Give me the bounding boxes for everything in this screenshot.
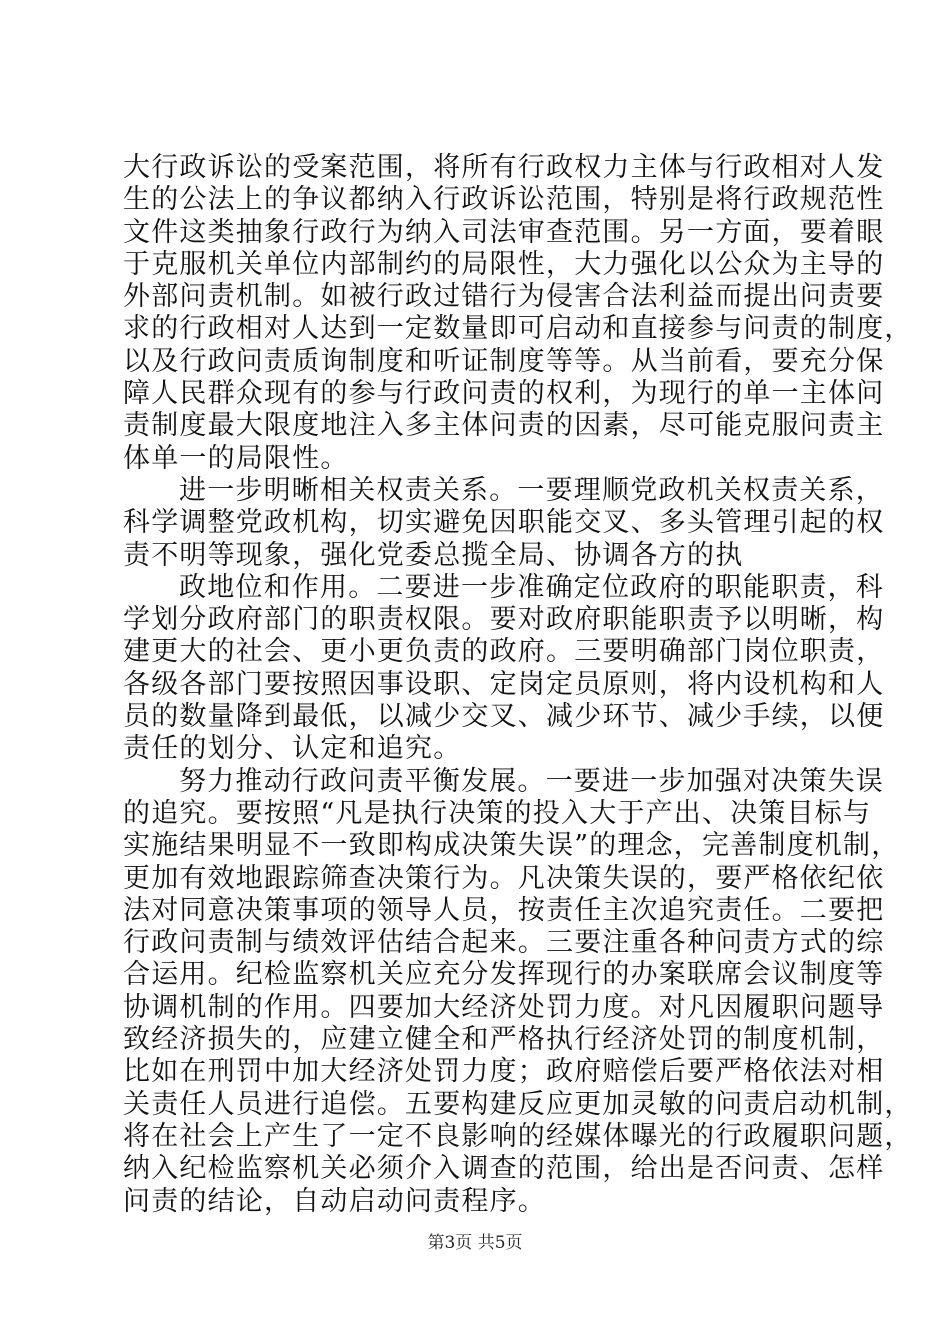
text-line: 进一步明晰相关权责关系。一要理顺党政机关权责关系，: [179, 474, 884, 506]
text-line: 于克服机关单位内部制约的局限性，大力强化以公众为主导的: [123, 248, 885, 280]
text-line: 合运用。纪检监察机关应充分发挥现行的办案联席会议制度等: [123, 959, 885, 991]
text-line: 责制度最大限度地注入多主体问责的因素，尽可能克服问责主: [123, 410, 885, 442]
page-footer: 第3页 共5页: [427, 1233, 523, 1253]
text-line: 生的公法上的争议都纳入行政诉讼范围，特别是将行政规范性: [123, 184, 885, 216]
text-line: 致经济损失的，应建立健全和严格执行经济处罚的制度机制，: [123, 1024, 885, 1056]
text-line: 体单一的局限性。: [123, 442, 349, 474]
paragraph: [123, 571, 885, 766]
text-line: 责不明等现象，强化党委总揽全局、协调各方的执: [123, 539, 744, 571]
text-line: 协调机制的作用。四要加大经济处罚力度。对凡因履职问题导: [123, 991, 885, 1023]
text-line: 外部问责机制。如被行政过错行为侵害合法利益而提出问责要: [123, 281, 885, 313]
text-line: 文件这类抽象行政行为纳入司法审查范围。另一方面，要着眼: [123, 216, 885, 248]
text-line: 员的数量降到最低，以减少交叉、减少环节、减少手续，以便: [123, 701, 885, 733]
text-line: 大行政诉讼的受案范围，将所有行政权力主体与行政相对人发: [123, 152, 885, 183]
text-line: 各级各部门要按照因事设职、定岗定员原则，将内设机构和人: [123, 668, 885, 700]
document-body: [123, 152, 913, 1218]
text-line: 法对同意决策事项的领导人员，按责任主次追究责任。二要把: [123, 894, 885, 926]
text-line: 的追究。要按照“凡是执行决策的投入大于产出、决策目标与: [123, 797, 872, 829]
text-line: 求的行政相对人达到一定数量即可启动和直接参与问责的制度，: [123, 313, 913, 345]
text-line: 将在社会上产生了一定不良影响的经媒体曝光的行政履职问题，: [123, 1120, 913, 1152]
text-line: 责任的划分、认定和追究。: [123, 733, 462, 765]
text-line: 学划分政府部门的职责权限。要对政府职能职责予以明晰，构: [123, 604, 885, 636]
paragraph: [123, 152, 913, 475]
text-line: 比如在刑罚中加大经济处罚力度；政府赔偿后要严格依法对相: [123, 1056, 885, 1088]
text-line: 政地位和作用。二要进一步准确定位政府的职能职责，科: [179, 571, 884, 603]
text-line: 行政问责制与绩效评估结合起来。三要注重各种问责方式的综: [123, 927, 885, 959]
paragraph: [123, 474, 885, 572]
text-line: 努力推动行政问责平衡发展。一要进一步加强对决策失误: [179, 765, 884, 797]
text-line: 以及行政问责质询制度和听证制度等等。从当前看，要充分保: [123, 345, 885, 377]
paragraph: [123, 765, 913, 1218]
text-line: 科学调整党政机构，切实避免因职能交叉、多头管理引起的权: [123, 507, 885, 539]
text-line: 障人民群众现有的参与行政问责的权利，为现行的单一主体问: [123, 378, 885, 410]
text-line: 纳入纪检监察机关必须介入调查的范围，给出是否问责、怎样: [123, 1153, 885, 1185]
text-line: 关责任人员进行追偿。五要构建反应更加灵敏的问责启动机制，: [123, 1088, 913, 1120]
text-line: 实施结果明显不一致即构成决策失误”的理念，完善制度机制，: [123, 830, 900, 862]
text-line: 更加有效地跟踪筛查决策行为。凡决策失误的，要严格依纪依: [123, 862, 885, 894]
text-line: 问责的结论，自动启动问责程序。: [123, 1185, 546, 1217]
text-line: 建更大的社会、更小更负责的政府。三要明确部门岗位职责，: [123, 636, 885, 668]
